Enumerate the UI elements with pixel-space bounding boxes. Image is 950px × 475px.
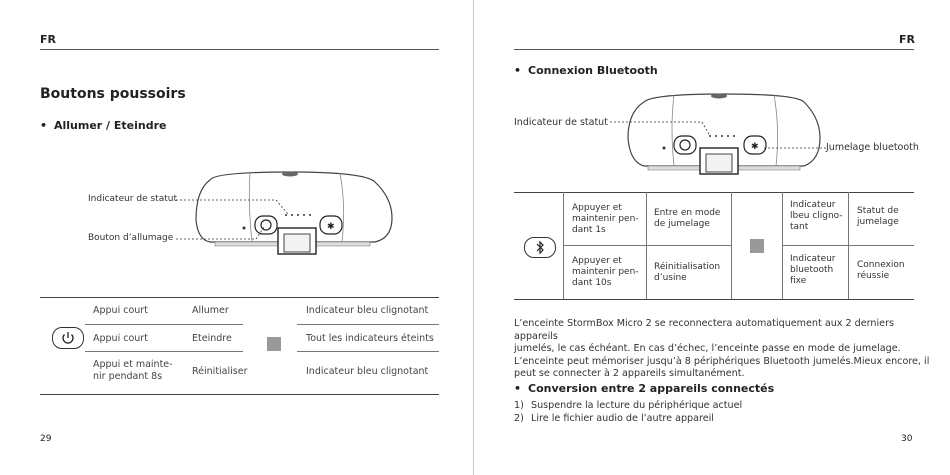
cell-line: lbeu cligno- <box>790 211 843 221</box>
status-callout-line <box>610 118 720 140</box>
table-action-cell: Réinitialiser <box>192 366 248 377</box>
cell-line: réussie <box>857 271 890 281</box>
cell-line: Appuyer et <box>572 203 622 213</box>
table-status-cell <box>857 206 899 228</box>
svg-text:✱: ✱ <box>327 222 335 232</box>
status-indicator-callout: Indicateur de statut <box>514 117 608 128</box>
right-table-col-divider <box>848 192 849 299</box>
table-indicator-cell <box>790 200 843 233</box>
cell-line: maintenir pen- <box>572 267 639 277</box>
step-text: Suspendre la lecture du périphérique actuel <box>531 400 743 411</box>
step-number: 2) <box>514 412 524 424</box>
step-number: 1) <box>514 400 524 411</box>
cell-line: maintenir pen- <box>572 214 639 224</box>
left-language-header: FR <box>40 33 56 46</box>
bluetooth-icon <box>524 237 556 258</box>
right-table-top-rule <box>514 192 914 193</box>
left-table-row-divider <box>297 351 439 352</box>
left-table-bottom-rule <box>40 394 439 395</box>
cell-line: dant 1s <box>572 225 606 235</box>
indicator-square <box>750 239 764 253</box>
right-section2-title: • Conversion entre 2 appareils connectés <box>514 382 774 395</box>
indicator-square <box>267 337 281 351</box>
left-table-top-rule <box>40 297 439 298</box>
list-item <box>514 413 742 426</box>
paragraph-line: L’enceinte StormBox Micro 2 se reconnectera automatiquement aux 2 derniers appareils <box>514 318 895 342</box>
steps-list <box>514 400 742 426</box>
right-table-col-divider <box>731 192 732 299</box>
table-indicator-cell: Indicateur bleu clignotant <box>306 305 429 316</box>
right-table-col-divider <box>646 192 647 299</box>
pairing-callout-line <box>764 142 828 154</box>
press-line: Appui et mainte- <box>93 359 173 370</box>
left-section-title: • Allumer / Eteindre <box>40 119 167 132</box>
right-language-header: FR <box>899 33 915 46</box>
power-button-callout: Bouton d’allumage <box>88 233 174 243</box>
right-table-row-divider <box>563 245 731 246</box>
table-action-cell: Allumer <box>192 305 229 316</box>
left-table-row-divider <box>85 351 243 352</box>
power-callout-line <box>176 225 276 245</box>
cell-line: bluetooth <box>790 265 834 275</box>
power-icon <box>52 327 84 349</box>
right-page-number: 30 <box>901 434 913 444</box>
table-press-cell: Appui court <box>93 333 148 344</box>
cell-line: Réinitialisation <box>654 262 721 272</box>
cell-line: Indicateur <box>790 200 836 210</box>
left-header-rule <box>40 49 439 50</box>
cell-line: Appuyer et <box>572 256 622 266</box>
right-table-col-divider <box>782 192 783 299</box>
left-table-row-divider <box>85 324 243 325</box>
table-indicator-cell <box>790 254 836 287</box>
paragraph-line: L’enceinte peut mémoriser jusqu’à 8 périphériques Bluetooth jumelés.Mieux encore, il <box>514 355 930 367</box>
left-page-title: Boutons poussoirs <box>40 86 186 102</box>
table-action-cell: Eteindre <box>192 333 232 344</box>
cell-line: fixe <box>790 276 807 286</box>
step-text: Lire le fichier audio de l’autre appareil <box>531 412 714 424</box>
right-table-col-divider <box>563 192 564 299</box>
right-table-bottom-rule <box>514 299 914 300</box>
table-indicator-cell: Tout les indicateurs éteints <box>306 333 434 344</box>
cell-line: Entre en mode <box>654 208 721 218</box>
status-indicator-callout: Indicateur de statut <box>88 194 177 204</box>
table-action-cell <box>654 262 720 284</box>
table-status-cell <box>857 260 905 282</box>
cell-line: tant <box>790 222 809 232</box>
table-press-cell <box>572 256 639 289</box>
pairing-callout: Jumelage bluetooth <box>826 142 919 153</box>
cell-line: Connexion <box>857 260 905 270</box>
status-callout-line <box>176 196 296 218</box>
right-header-rule <box>514 49 914 50</box>
press-line: nir pendant 8s <box>93 371 163 382</box>
right-page <box>474 0 950 475</box>
list-item <box>514 400 742 413</box>
reconnection-paragraph <box>514 318 934 381</box>
cell-line: dant 10s <box>572 278 612 288</box>
right-section-title: • Connexion Bluetooth <box>514 64 658 77</box>
table-press-cell <box>93 359 173 383</box>
svg-text:✱: ✱ <box>751 142 759 152</box>
paragraph-line: peut se connecter à 2 appareils simultanément. <box>514 368 745 380</box>
paragraph-line: jumelés, le cas échéant. En cas d’échec, l’enceinte passe en mode de jumelage. <box>514 343 901 355</box>
left-table-row-divider <box>297 324 439 325</box>
table-press-cell: Appui court <box>93 305 148 316</box>
left-page-number: 29 <box>40 434 52 444</box>
cell-line: d’usine <box>654 273 687 283</box>
cell-line: Indicateur <box>790 254 836 264</box>
table-indicator-cell: Indicateur bleu clignotant <box>306 366 429 377</box>
cell-line: jumelage <box>857 217 899 227</box>
cell-line: Statut de <box>857 206 899 216</box>
table-action-cell <box>654 208 720 230</box>
cell-line: de jumelage <box>654 219 710 229</box>
table-press-cell <box>572 203 639 236</box>
left-page <box>0 0 473 475</box>
